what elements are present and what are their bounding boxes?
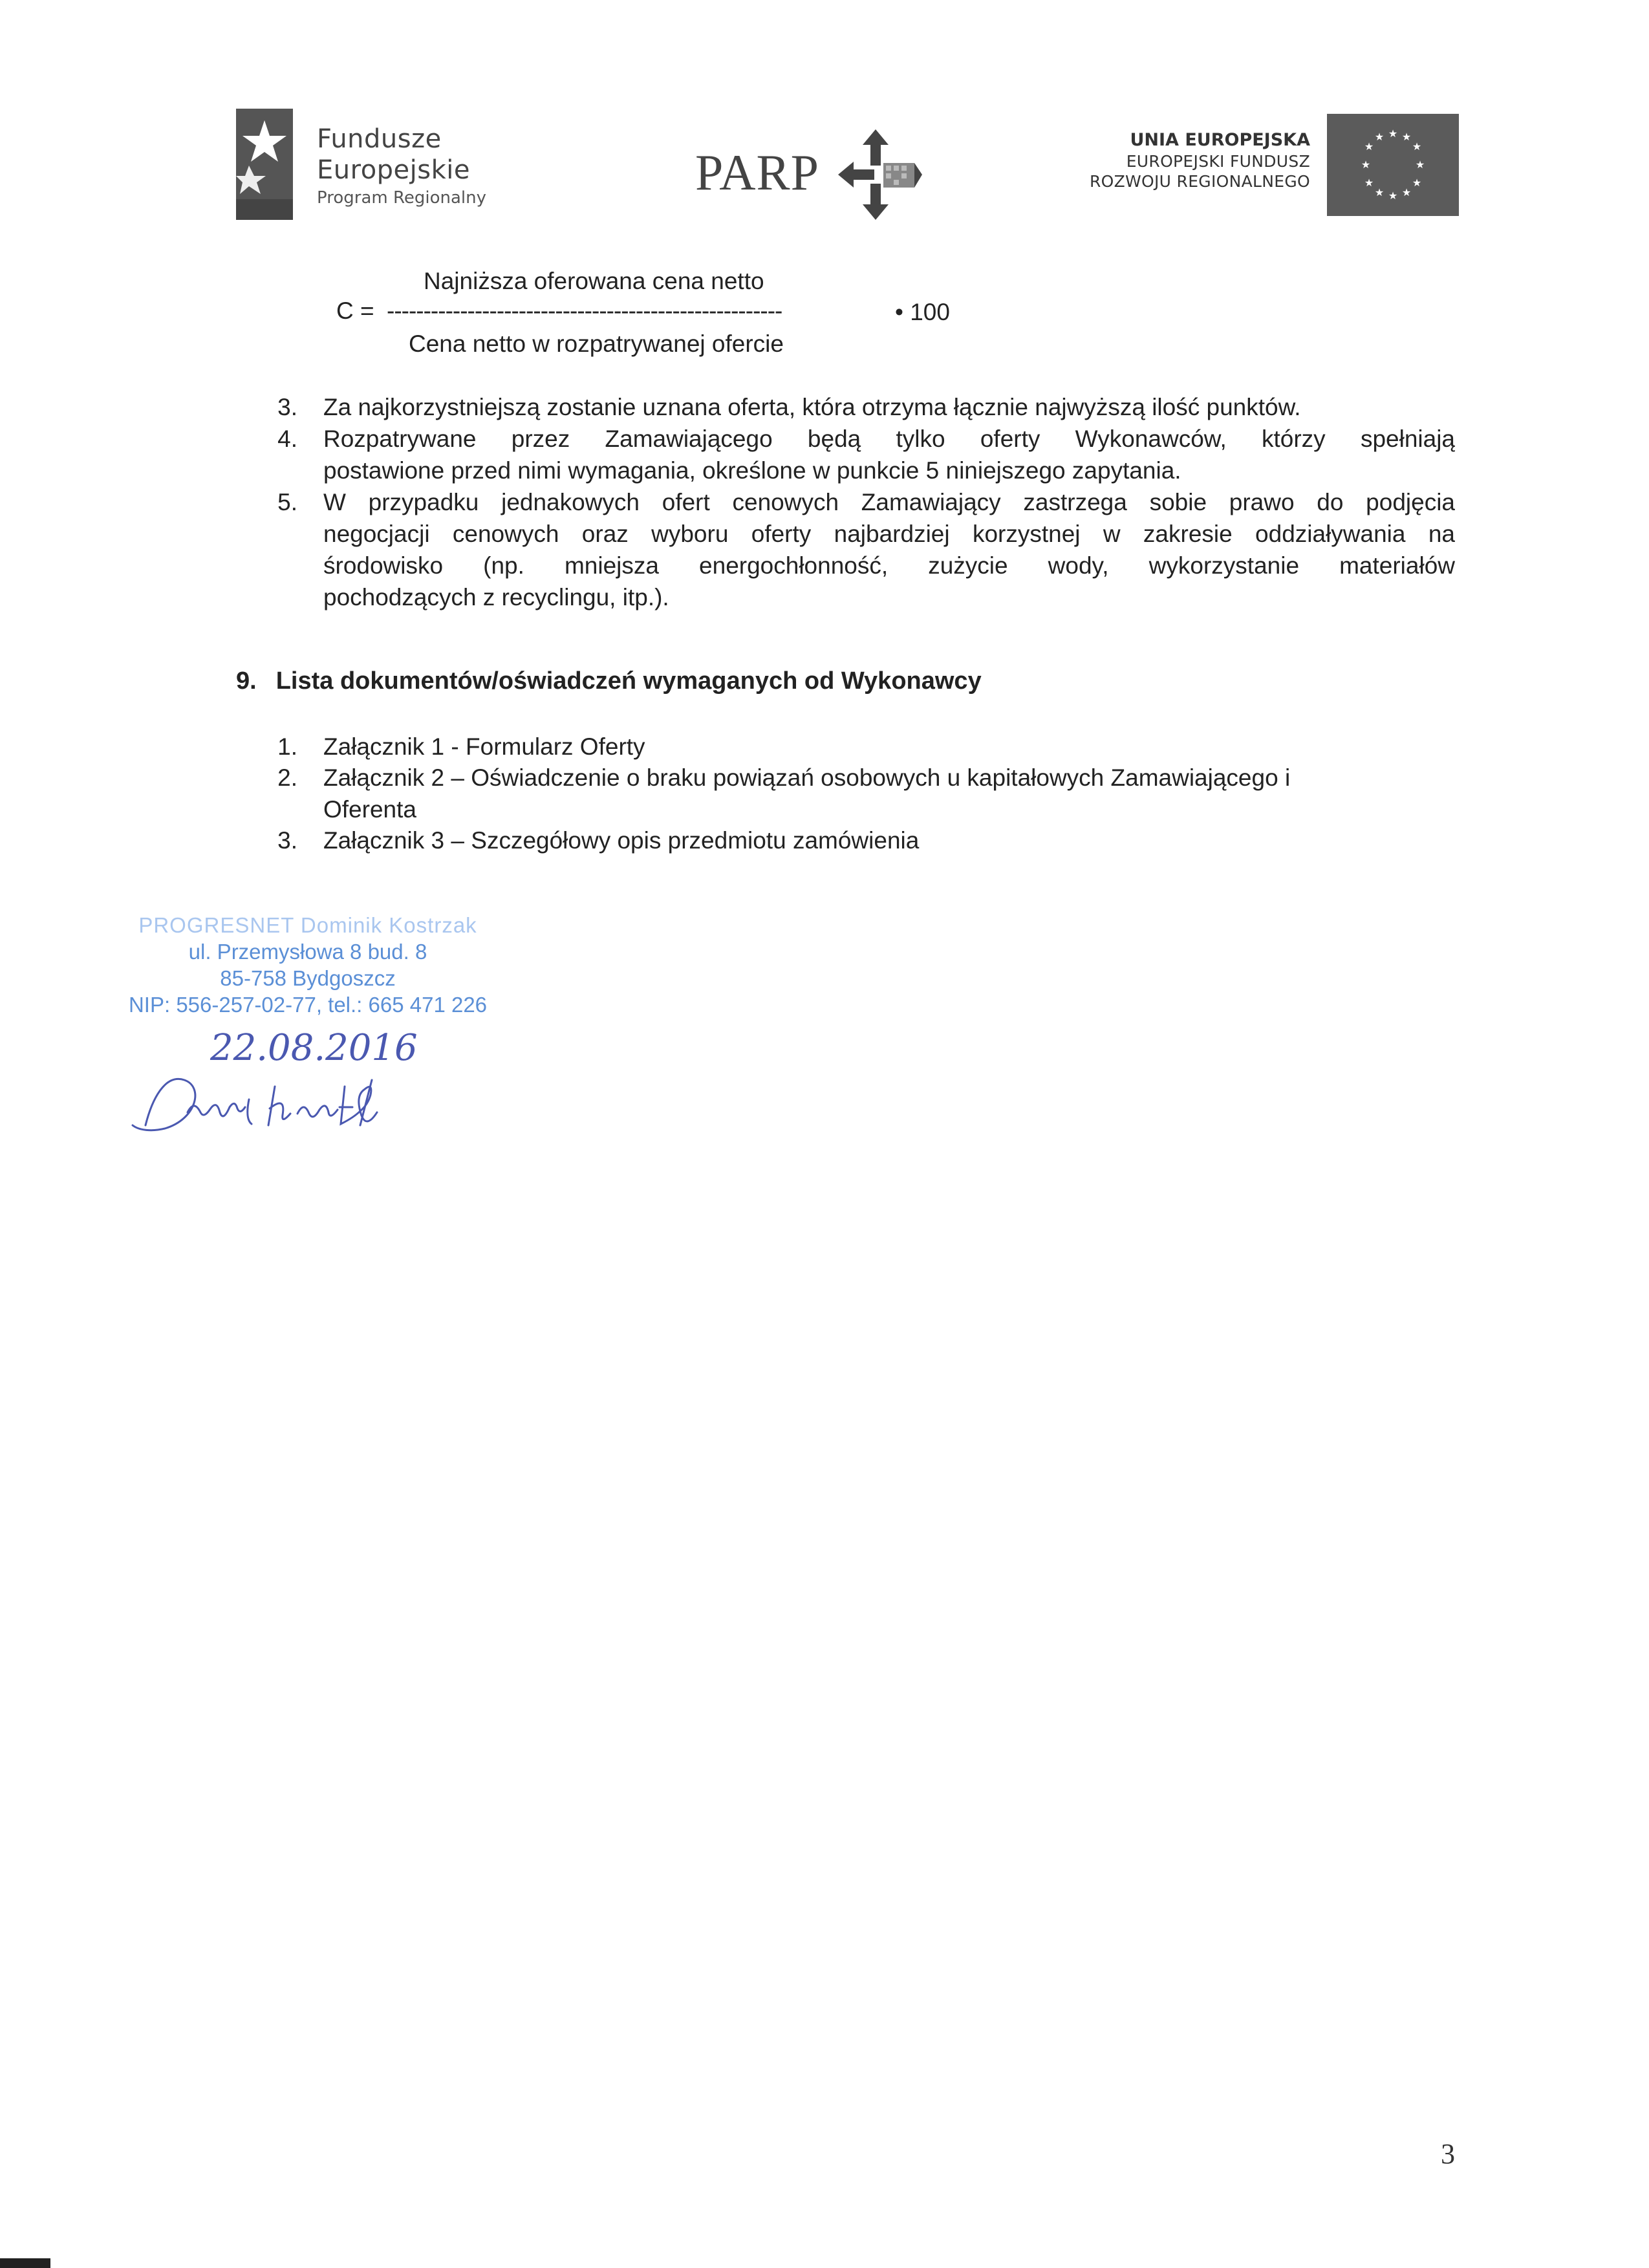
list-item-line: W przypadku jednakowych ofert cenowych Zamawiający zastrzega sobie prawo do podjęcia — [323, 489, 1455, 515]
list-item-number: 3. — [277, 827, 297, 854]
company-stamp — [127, 912, 489, 1018]
list-item-line: Za najkorzystniejszą zostanie uznana oferta, która otrzyma łącznie najwyższą ilość punktów. — [323, 394, 1301, 420]
svg-text:★: ★ — [1364, 177, 1374, 189]
list-item-line: środowisko (np. mniejsza energochłonność, zużycie wody, wykorzystanie materiałów — [323, 552, 1455, 579]
list-item-number: 5. — [277, 489, 297, 515]
logo-line: EUROPEJSKI FUNDUSZ — [1126, 151, 1310, 171]
list-item-line: Oferenta — [323, 796, 416, 823]
stamp-line: NIP: 556-257-02-77, tel.: 665 471 226 — [128, 993, 488, 1017]
logo-line: Program Regionalny — [317, 188, 486, 208]
svg-text:★: ★ — [1374, 131, 1385, 143]
stamp-line: ul. Przemysłowa 8 bud. 8 — [188, 940, 427, 964]
handwritten-date: 22.08.2016 — [210, 1027, 418, 1069]
list-item-number: 3. — [277, 394, 297, 420]
logo-line: Fundusze — [317, 124, 442, 154]
eu-flag-icon — [1327, 114, 1459, 216]
svg-text:★: ★ — [1415, 158, 1425, 171]
section-number: 9. — [236, 667, 257, 695]
parp-arrows-icon — [838, 129, 922, 220]
list-item-text — [323, 825, 1455, 856]
scan-edge-mark — [0, 2258, 50, 2268]
list-item-line: negocjacji cenowych oraz wyboru oferty najbardziej korzystnej w zakresie oddziaływania na — [323, 521, 1455, 547]
svg-text:★: ★ — [1388, 127, 1398, 140]
svg-text:★: ★ — [1412, 177, 1422, 189]
list-item-line: Załącznik 2 – Oświadczenie o braku powiązań osobowych u kapitałowych Zamawiającego i — [323, 764, 1291, 791]
section-heading — [236, 667, 982, 695]
logo-line: UNIA EUROPEJSKA — [1130, 130, 1310, 150]
eu-logo-text — [1054, 129, 1310, 191]
list-item-number: 2. — [277, 764, 297, 791]
list-item-line: pochodzących z recyclingu, itp.). — [323, 584, 669, 610]
list-item-text — [323, 423, 1455, 486]
fundusze-europejskie-logo-mark — [236, 109, 293, 220]
stamp-line: PROGRESNET Dominik Kostrzak — [138, 913, 477, 937]
list-item-line: Rozpatrywane przez Zamawiającego będą tylko oferty Wykonawców, którzy spełniają — [323, 426, 1455, 452]
formula-multiplier: • 100 — [895, 299, 950, 325]
svg-text:★: ★ — [1364, 140, 1374, 153]
logo-line: ROZWOJU REGIONALNEGO — [1089, 172, 1310, 191]
svg-text:★: ★ — [1388, 189, 1398, 202]
list-item-number: 4. — [277, 426, 297, 452]
list-item-number: 1. — [277, 733, 297, 760]
page-number: 3 — [1441, 2138, 1455, 2170]
handwritten-signature — [126, 1061, 449, 1138]
formula-numerator: Najniższa oferowana cena netto — [424, 268, 764, 294]
formula-denominator: Cena netto w rozpatrywanej ofercie — [409, 330, 784, 357]
list-item-text — [323, 762, 1455, 825]
svg-text:★: ★ — [1412, 140, 1422, 153]
fundusze-europejskie-logo-text — [317, 126, 486, 206]
section-title: Lista dokumentów/oświadczeń wymaganych od Wykonawcy — [275, 667, 982, 695]
stamp-line: 85-758 Bydgoszcz — [220, 966, 396, 990]
list-item-text — [323, 731, 1455, 762]
list-item-text — [323, 391, 1455, 423]
formula-fraction-bar: ------------------------------------------------------ — [387, 297, 782, 324]
formula-lhs: C = — [336, 297, 374, 324]
list-item-line: postawione przed nimi wymagania, określone w punkcie 5 niniejszego zapytania. — [323, 457, 1181, 484]
list-item-line: Załącznik 1 - Formularz Oferty — [323, 733, 645, 760]
parp-logo-text: PARP — [695, 144, 819, 200]
logo-line: Europejskie — [317, 155, 471, 185]
list-item-line: Załącznik 3 – Szczegółowy opis przedmiotu zamówienia — [323, 827, 920, 854]
star-icon — [236, 109, 293, 220]
list-item-text — [323, 486, 1455, 613]
svg-text:★: ★ — [1401, 131, 1412, 143]
svg-text:★: ★ — [1374, 186, 1385, 199]
svg-text:★: ★ — [1361, 158, 1371, 171]
svg-text:★: ★ — [1401, 186, 1412, 199]
